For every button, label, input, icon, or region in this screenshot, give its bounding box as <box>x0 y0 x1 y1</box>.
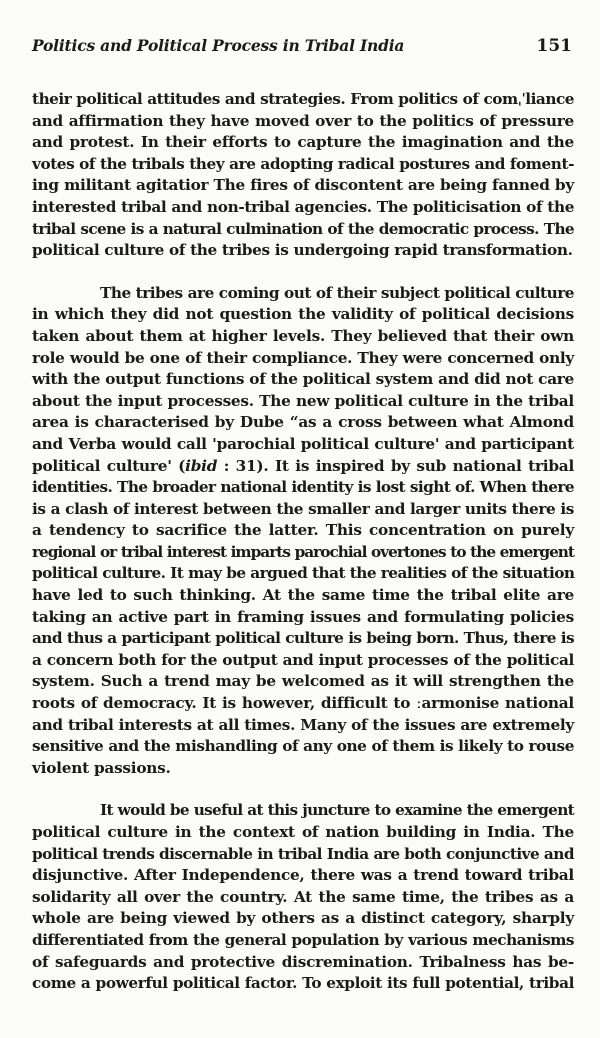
paragraph-3 <box>32 800 574 994</box>
text-line: and thus a participant political culture is being born. Thus, there is <box>32 629 574 648</box>
text-line: The tribes are coming out of their subject political culture <box>100 283 574 302</box>
page-body <box>32 89 574 1016</box>
text-line: a concern both for the output and input processes of the political <box>32 650 574 669</box>
running-head: Politics and Political Process in Tribal India <box>32 36 405 55</box>
text-line: It would be useful at this juncture to examine the emergent <box>100 801 574 820</box>
text-line: taken about them at higher levels. They believed that their own <box>32 326 574 345</box>
text-line: have led to such thinking. At the same time the tribal elite are <box>32 586 574 605</box>
text-line: in which they did not question the validity of political decisions <box>32 305 574 324</box>
page-number: 151 <box>536 36 572 56</box>
text-line: tribal scene is a natural culmination of the democratic process. The <box>32 219 574 238</box>
text-line: political culture of the tribes is undergoing rapid transformation. <box>32 241 573 260</box>
text-line: role would be one of their compliance. They were concerned only <box>32 348 574 367</box>
text-line: disjunctive. After Independence, there was a trend toward tribal <box>32 866 574 885</box>
text-line: whole are being viewed by others as a distinct category, sharply <box>32 909 574 928</box>
text-line: political trends discernable in tribal India are both conjunctive and <box>32 844 574 863</box>
text-line: taking an active part in framing issues and formulating policies <box>32 607 574 626</box>
citation-ibid: ibid <box>185 456 218 475</box>
text-line: come a powerful political factor. To exploit its full potential, tribal <box>32 974 574 993</box>
text-line: votes of the tribals they are adopting radical postures and foment- <box>32 154 574 173</box>
text-line: identities. The broader national identity is lost sight of. When there <box>32 478 574 497</box>
text-line: ing militant agitatior The fires of discontent are being fanned by <box>32 176 574 195</box>
text-line: political culture' (ibid : 31). It is inspired by sub national tribal <box>32 456 574 475</box>
text-line: area is characterised by Dube “as a cross between what Almond <box>32 413 574 432</box>
text-line: political culture. It may be argued that the realities of the situation <box>32 564 575 583</box>
text-line: their political attitudes and strategies. From politics of comˌˈliance <box>32 90 574 108</box>
paragraph-1 <box>32 89 574 262</box>
text-line: and Verba would call 'parochial political culture' and participant <box>32 434 574 453</box>
text-line: and tribal interests at all times. Many of the issues are extremely <box>32 715 574 734</box>
text-line: of safeguards and protective discremination. Tribalness has be- <box>32 952 574 971</box>
paragraph-2 <box>32 283 574 780</box>
text-line: regional or tribal interest imparts parochial overtones to the emergent <box>32 542 574 561</box>
text-line: about the input processes. The new political culture in the tribal <box>32 391 574 410</box>
page-header <box>32 36 572 56</box>
text-line: political culture in the context of nation building in India. The <box>32 823 574 841</box>
text-line: a tendency to sacrifice the latter. This concentration on purely <box>32 521 574 540</box>
text-line: is a clash of interest between the smaller and larger units there is <box>32 499 574 518</box>
text-line: differentiated from the general population by various mechanisms <box>32 930 574 949</box>
text-line: sensitive and the mishandling of any one of them is likely to rouse <box>32 737 574 756</box>
text-line: and affirmation they have moved over to the politics of pressure <box>32 111 574 130</box>
text-line: and protest. In their efforts to capture the imagination and the <box>32 133 574 152</box>
text-line: roots of democracy. It is however, difficult to ːarmonise national <box>32 694 574 713</box>
text-line: with the output functions of the political system and did not care <box>32 370 574 389</box>
text-line: solidarity all over the country. At the same time, the tribes as a <box>32 887 574 906</box>
text-line: violent passions. <box>32 758 171 777</box>
text-line: system. Such a trend may be welcomed as it will strengthen the <box>32 672 574 691</box>
text-line: interested tribal and non-tribal agencies. The politicisation of the <box>32 197 575 216</box>
